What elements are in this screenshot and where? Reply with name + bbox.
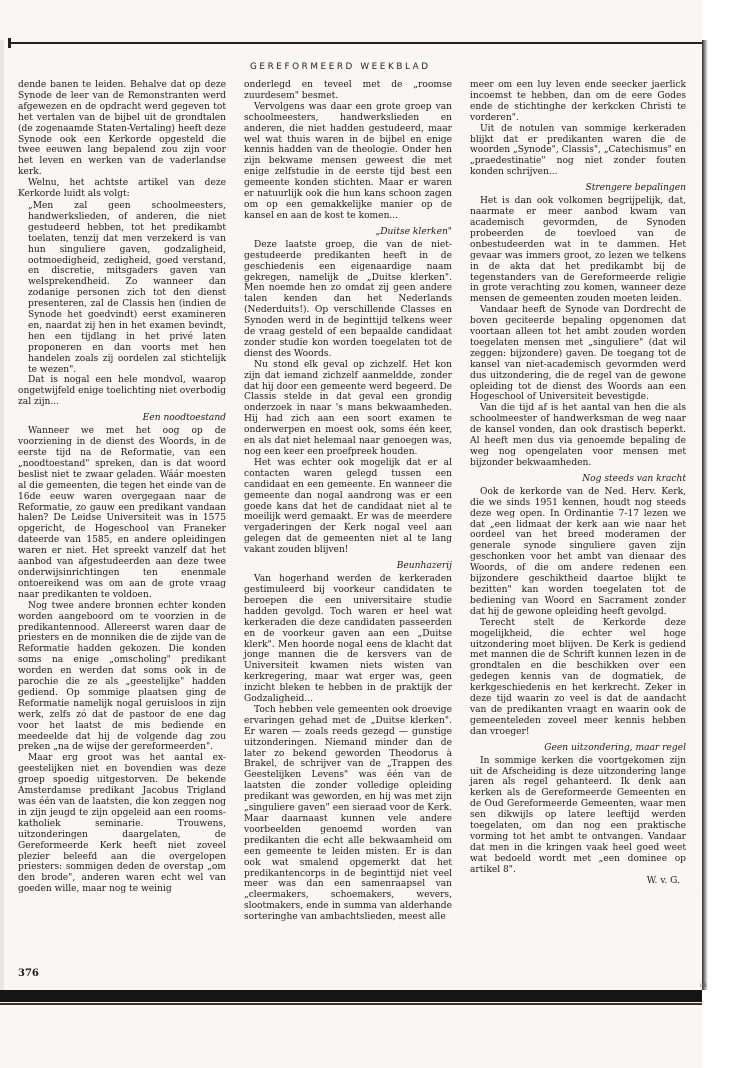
section-heading-noodtoestand: Een noodtoestand [142,413,226,424]
section-heading-geen-uitzondering: Geen uitzondering, maar regel [544,742,686,753]
paragraph: meer om een luy leven ende seecker jaerlick incoemst te hebben, dan om de eere Godes ende de stichtinghe der kerkcken Christi te vorderen". [470,80,686,123]
top-rule [8,42,702,44]
paragraph: Welnu, het achtste artikel van deze Kerkorde luidt als volgt: [18,178,226,200]
paragraph: Het was echter ook mogelijk dat er al contacten waren gelegd tussen een candidaat en een gemeente. En wanneer die gemeente dan nogal aandrong was er een goede kans dat het de candidaat niet al te moeilijk werd gemaakt. Er was de meerdere vergaderingen der Kerk nogal veel aan gelegen dat de gemeenten niet al te lang vakant zouden blijven! [244,457,452,556]
masthead: GEREFORMEERD WEEKBLAD [250,62,431,72]
section-heading-nog-steeds-van-kracht: Nog steeds van kracht [582,473,686,484]
paragraph: Wanneer we met het oog op de voorziening in de dienst des Woords, in de eerste tijd na de Reformatie, van een „noodtoestand" spreken, dan is dat woord beslist niet te zwaar geladen. Wáár moesten al die gemeenten, die tegen het einde van de 16de eeuw waren overgegaan naar de Reformatie, zo gauw een predikant vandaan halen? De Leidse Universiteit was in 1575 opgericht, de Hogeschool van Franeker dateerde van 1585, en andere opleidingen waren er niet. Het spreekt vanzelf dat het aanbod van afgestudeerden aan deze twee onderwijsinrichtingen ten enenmale ontoereikend was om aan de grote vraag naar predikanten te voldoen. [18,426,226,600]
bottom-black-bar [0,990,706,1002]
paragraph: Ook de kerkorde van de Ned. Herv. Kerk, die we sinds 1951 kennen, houdt nog steeds deze weg open. In Ordinantie 7-17 lezen we dat „een lidmaat der kerk aan wie naar het oordeel van het breed moderamen der generale synode singuliere gaven zijn geschonken voor het ambt van dienaar des Woords, of die om andere redenen een bijzondere geschiktheid daartoe blijkt te bezitten" kan worden toegelaten tot de bediening van Woord en Sacrament zonder dat hij de gewone opleiding heeft gevolgd. [470,486,686,617]
paragraph: Van hogerhand werden de kerkeraden gestimuleerd bij voorkeur candidaten te beroepen die een universitaire studie hadden gevolgd. Toch waren er heel wat kerkeraden die deze candidaten passeerden en de voorkeur gaven aan een „Duitse klerk". Men hoorde nogal eens de klacht dat jonge mannen die de kersvers van de Universiteit kwamen niets wisten van kerkregering, maar wat erger was, geen inzicht bleken te hebben in de praktijk der Godzaligheid... [244,574,452,705]
paragraph: In sommige kerken die voortgekomen zijn uit de Afscheiding is deze uitzondering lange jaren als regel gehanteerd. Ik denk aan kerken als de Gereformeerde Gemeenten en de Oud Gereformeerde Gemeenten, waar men sen dikwijls op latere leeftijd werden toegelaten, om dan nog een praktische vorming tot het ambt te ontvangen. Vandaar dat men in die kringen vaak heel goed weet wat bedoeld wordt met „een dominee op artikel 8". [470,755,686,875]
section-heading-duitse-klerken: „Duitse klerken" [375,226,452,237]
paragraph: Toch hebben vele gemeenten ook droevige ervaringen gehad met de „Duitse klerken". Er waren — zoals reeds gezegd — gunstige uitzonderingen. Niemand minder dan de later zo bekend geworden Theodorus à Brakel, de schrijver van de „Trappen des Geestelijken Levens" was één van de laatsten die zonder volledige opleiding predikant was geworden, en hij was met zijn „singuliere gaven" een sieraad voor de Kerk. Maar daarnaast kunnen vele andere voorbeelden genoemd worden van predikanten die echt alle bekwaamheid om een gemeente te leiden misten. Er is dan ook wat smalend opgemerkt dat het predikantencorps in de beginttijd niet veel meer was dan een samenraapsel van „cleermakers, schoemakers, wevers, slootmakers, ende in summa van alderhande sorteringhe van ambachtslieden, meest alle [244,704,452,923]
column-2 [244,80,452,923]
paragraph: Uit de notulen van sommige kerkeraden blijkt dat er predikanten waren die de woorden „Synode", Classis", „Catechismus" en „praedestinatie" nog niet zonder fouten konden schrijven... [470,123,686,178]
column-3 [470,80,686,887]
paragraph: Deze laatste groep, die van de niet-gestudeerde predikanten heeft in de geschiedenis een eigenaardige naam gekregen, namelijk de „Duitse klerken". Men noemde hen zo omdat zij geen andere talen kenden dan het Nederlands (Nederduits!). Op verschillende Classes en Synoden werd in de beginttijd telkens weer de vraag gesteld of een bepaalde candidaat zonder studie kon worden toegelaten tot de dienst des Woords. [244,239,452,359]
paragraph: Vervolgens was daar een grote groep van schoolmeesters, handwerkslieden en anderen, die niet hadden gestudeerd, maar wel wat thuis waren in de bijbel en enige kennis hadden van de theologie. Onder hen zijn bekwame mensen geweest die met enige zelfstudie in de eerste tijd best een gemeente konden stichten. Maar er waren er natuurlijk ook die hun kans schoon zagen om op een gemakkelijke manier op de kansel en aan de kost te komen... [244,101,452,221]
paragraph: Nu stond elk geval op zichzelf. Het kon zijn dat iemand zichzelf aanmeldde, zonder dat hij door een gemeente werd begeerd. De Classis stelde in dat geval een grondig onderzoek in naar 's mans bekwaamheden. Hij had zich aan een soort examen te onderwerpen en moest ook, soms één keer, en als dat niet helemaal naar genoegen was, nog een keer een proefpreek houden. [244,359,452,457]
paragraph: Vandaar heeft de Synode van Dordrecht de boven geciteerde bepaling opgenomen dat voortaan alleen tot het ambt zouden worden toegelaten mensen met „singuliere" (dat wil zeggen: bijzondere) gaven. De toegang tot de kansel van niet-academisch gevormden werd dus uitzondering, die de regel van de gewone opleiding tot de dienst des Woords aan een Hogeschool of Universiteit bevestigde. [470,305,686,403]
bottom-thin-rule [0,1003,706,1005]
page-number: 376 [18,968,39,979]
paragraph: Nog twee andere bronnen echter konden worden aangeboord om te voorzien in de predikantennood. Allereerst waren daar de priesters en de monniken die de zijde van de Reformatie hadden gekozen. Die konden soms na enige „omscholing" predikant worden en werden dat soms ook in de parochie die ze als „geestelijke" hadden gediend. Op sommige plaatsen ging de Reformatie namelijk nogal geruisloos in zijn werk, zelfs zó dat de pastoor de ene dag voor het laatst de mis bediende en meedeelde dat hij de volgende dag zou preken „na de wijse der gereformeerden". [18,600,226,753]
author-signature: W. v. G. [646,875,680,886]
page-left-shadow [0,40,4,990]
paragraph: Het is dan ook volkomen begrijpelijk, dat, naarmate er meer aanbod kwam van academisch gevormden, de Synoden probeerden de toevloed van de onbestudeerden wat in te dammen. Het gevaar was immers groot, zo lezen we telkens in de akta dat het predikambt bij de tegenstanders van de Gereformeerde religie in grote verachting zou komen, wanneer deze mensen de gemeenten zouden moeten leiden. [470,196,686,305]
paragraph: dende banen te leiden. Behalve dat op deze Synode de leer van de Remonstranten werd afgewezen en de opdracht werd gegeven tot het vertalen van de bijbel uit de grondtalen (de zogenaamde Staten-Vertaling) heeft deze Synode ook een Kerkorde opgesteld die twee eeuwen lang bepalend zou zijn voor het leven en werken van de vaderlandse kerk. [18,80,226,178]
paragraph: Van die tijd af is het aantal van hen die als schoolmeester of handwerksman de weg naar de kansel vonden, dan ook drastisch beperkt. Al heeft men dus via genoemde bepaling de weg nog opengelaten voor mensen met bijzonder bekwaamheden. [470,403,686,468]
section-heading-beunhazerij: Beunhazerij [396,561,452,572]
paragraph: Terecht stelt de Kerkorde deze mogelijkheid, die echter wel hoge uitzondering moet blijven. De Kerk is gediend met mannen die de Schrift kunnen lezen in de grondtalen en die beschikken over een gedegen kennis van de dogmatiek, de kerkgeschiedenis en het kerkrecht. Zeker in deze tijd waarin zo veel is dat de aandacht van de predikanten vraagt en waarin ook de gemeenteleden zoveel meer kennis hebben dan vroeger! [470,617,686,737]
kerkorde-quote: „Men zal geen schoolmeesters, handwerkslieden, of anderen, die niet gestudeerd hebben, tot het predikambt toelaten, tenzij dat men verzekerd is van hun singuliere gaven, godzaligheid, ootmoedigheid, zedigheid, goed verstand, en discretie, mitsgaders gaven van welsprekendheid. Zo wanneer dan zodanige personen zich tot den dienst presenteren, zal de Classis hen (indien de Synode het goedvindt) eerst examineren en, naardat zij hen in het examen bevindt, hen een tijdlang in het privé laten proponeren en dan voorts met hen handelen zoals zij oordelen zal stichtelijk te wezen". [28,200,226,375]
paragraph: onderlegd en teveel met de „roomse zuurdesem" besmet. [244,80,452,101]
edge-mark: ıılı [700,982,707,989]
paragraph: Dat is nogal een hele mondvol, waarop ongetwijfeld enige toelichting niet overbodig zal zijn... [18,375,226,408]
section-heading-strengere-bepalingen: Strengere bepalingen [585,183,686,194]
column-1 [18,80,226,895]
paragraph: Maar erg groot was het aantal ex-geestelijken niet en bovendien was deze groep spoedig uitgestorven. De bekende Amsterdamse predikant Jacobus Trigland was één van de laatsten, die kon zeggen nog in zijn jeugd te zijn opgeleid aan een rooms-katholiek seminarie. Trouwens, uitzonderingen daargelaten, de Gereformeerde Kerk heeft niet zoveel plezier beleefd aan die overgelopen priesters: sommigen deden de overstap „om den brode", anderen waren echt wel van goeden wille, maar nog te weinig [18,753,226,895]
binding-shadow [702,40,708,990]
